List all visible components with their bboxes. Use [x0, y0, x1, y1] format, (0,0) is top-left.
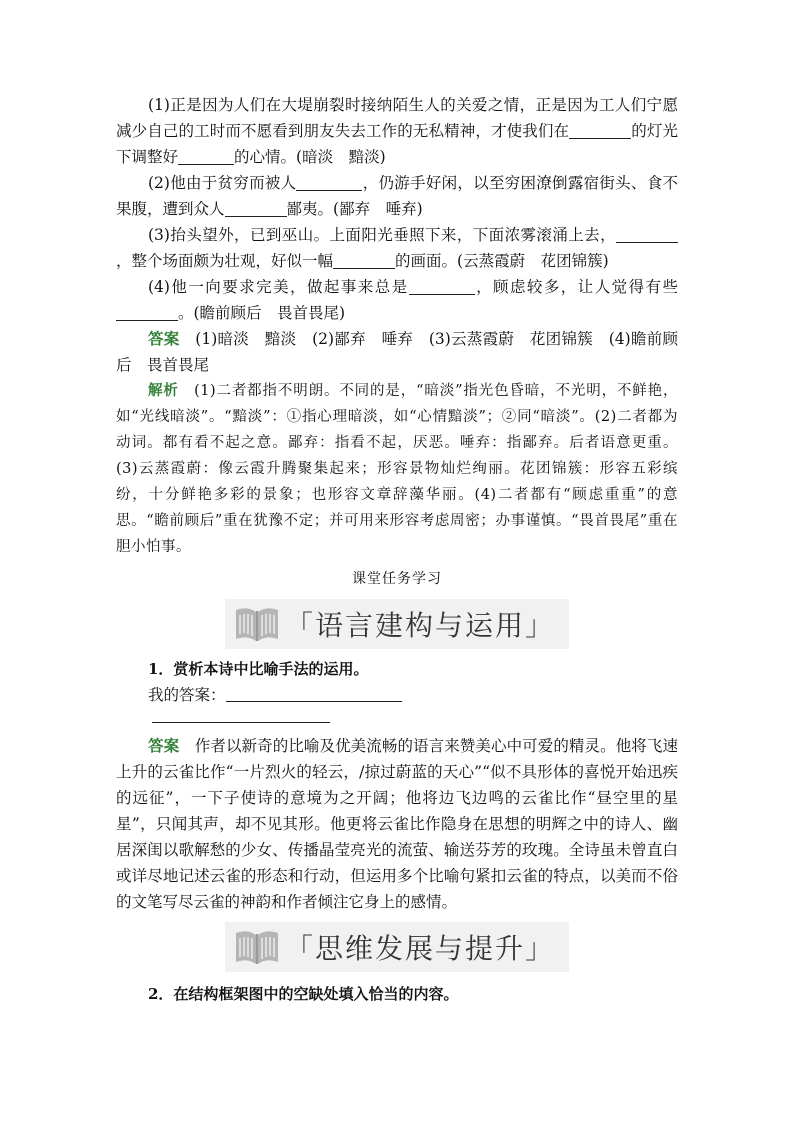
section-title: 课堂任务学习 [352, 571, 442, 587]
answer-2 [116, 733, 678, 915]
fill-blank[interactable] [296, 174, 362, 191]
item-2-text-a: (2)他由于贫穷而被人 [148, 174, 297, 192]
question-1: 1．赏析本诗中比喻手法的运用。 [148, 660, 369, 678]
item-1-text-b: 的灯光下调整好 [116, 122, 678, 166]
analysis-1 [116, 378, 678, 560]
analysis-label: 解析 [148, 382, 179, 399]
item-4 [116, 274, 678, 326]
answer-2-text: 作者以新奇的比喻及优美流畅的语言来赞美心中可爱的精灵。他将飞速上升的云雀比作“一片烈火的轻云，/掠过蔚蓝的天心”“似不具形体的喜悦开始迅疾的远征”，一下子使诗的意境为之开阔；他将边飞边鸣的云雀比作“昼空里的星星”，只闻其声，却不见其形。他更将云雀比作隐身在思想的明辉之中的诗人、幽居深闺以歌解愁的少女、传播晶莹亮光的流萤、输送芬芳的玫瑰。全诗虽未曾直白或详尽地记述云雀的形态和行动，但运用多个比喻句紧扣云雀的特点，以美而不俗的文笔写尽云雀的神韵和作者倾注它身上的感情。 [116, 737, 678, 911]
item-3 [116, 222, 678, 274]
fill-blank[interactable] [116, 304, 178, 321]
book-icon [233, 926, 281, 968]
fill-blank[interactable] [409, 278, 475, 295]
fill-blank[interactable] [616, 226, 678, 243]
item-1-text-a: (1)正是因为人们在大堤崩裂时接纳陌生人的关爱之情，正是因为工人们宁愿减少自己的工时而不愿看到朋友失去工作的无私精神，才使我们在 [116, 96, 678, 140]
banner-language-box [225, 599, 569, 649]
fill-blank[interactable] [178, 148, 234, 165]
item-2-text-b: ，仍游手好闲，以至穷困潦倒露宿街头、食不果腹，遭到众人 [116, 174, 678, 218]
book-icon [233, 603, 281, 645]
item-2 [116, 170, 678, 222]
banner-thinking-text: 「思维发展与提升」 [284, 932, 555, 965]
fill-blank[interactable] [569, 122, 631, 139]
item-1 [116, 92, 678, 170]
answer-input-line[interactable] [226, 687, 402, 702]
item-4-text-c: 。(瞻前顾后 畏首畏尾) [178, 304, 346, 322]
item-3-text-a: (3)抬头望外，已到巫山。上面阳光垂照下来，下面浓雾滚涌上去， [148, 226, 616, 244]
banner-language [116, 596, 678, 652]
document-page [116, 92, 678, 1007]
answer-label: 答案 [148, 736, 180, 755]
fill-blank[interactable] [333, 252, 395, 269]
answer-1-text: (1)暗淡 黯淡 (2)鄙弃 唾弃 (3)云蒸霞蔚 花团锦簇 (4)瞻前顾后 畏首畏尾 [116, 330, 678, 374]
my-answer-row [116, 682, 678, 708]
fill-blank[interactable] [225, 200, 287, 217]
answer-1 [116, 326, 678, 378]
answer-label: 答案 [148, 329, 180, 348]
item-3-text-b: ，整个场面颇为壮观，好似一幅 [116, 252, 334, 270]
item-4-text-b: ，顾虑较多，让人觉得有些 [474, 278, 678, 296]
question-2: 2．在结构框架图中的空缺处填入恰当的内容。 [148, 985, 459, 1003]
item-1-text-c: 的心情。(暗淡 黯淡) [234, 148, 386, 166]
item-2-text-c: 鄙夷。(鄙弃 唾弃) [286, 200, 423, 218]
banner-thinking-box [225, 922, 569, 972]
analysis-1-text: (1)二者都指不明朗。不同的是，“暗淡”指光色昏暗，不光明，不鲜艳，如“光线暗淡”。“黯淡”：①指心理暗淡，如“心情黯淡”；②同“暗淡”。(2)二者都为动词。都有看不起之意。鄙弃：指看不起，厌恶。唾弃：指鄙弃。后者语意更重。(3)云蒸霞蔚：像云霞升腾聚集起来；形容景物灿烂绚丽。花团锦簇：形容五彩缤纷，十分鲜艳多彩的景象；也形容文章辞藻华丽。(4)二者都有“顾虑重重”的意思。“瞻前顾后”重在犹豫不定；并可用来形容考虑周密；办事谨慎。“畏首畏尾”重在胆小怕事。 [116, 383, 678, 555]
item-3-text-c: 的画面。(云蒸霞蔚 花团锦簇) [395, 252, 609, 270]
answer-input-line-2[interactable] [152, 722, 330, 723]
banner-language-text: 「语言建构与运用」 [284, 609, 555, 642]
item-4-text-a: (4)他一向要求完美，做起事来总是 [148, 278, 409, 296]
banner-thinking [116, 919, 678, 975]
my-answer-label: 我的答案： [148, 686, 226, 704]
